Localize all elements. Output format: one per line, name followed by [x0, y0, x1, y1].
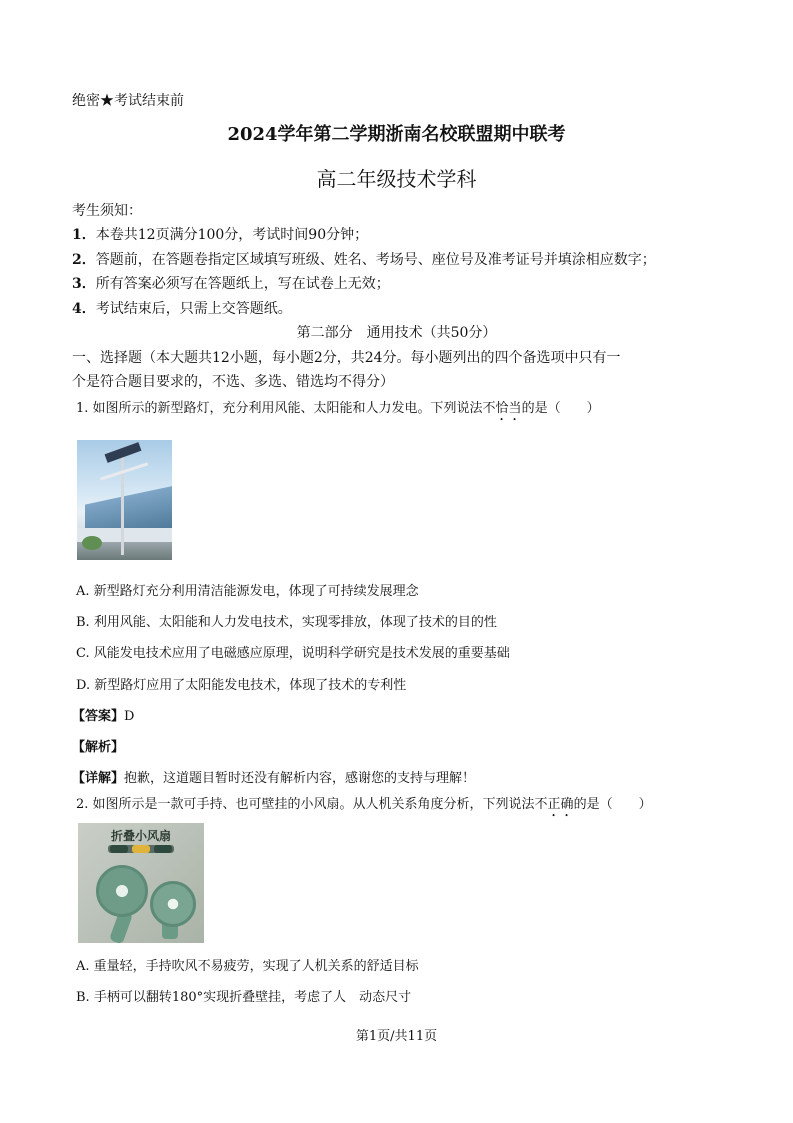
- option-c: C. 风能发电技术应用了电磁感应原理，说明科学研究是技术发展的重要基础: [76, 646, 510, 661]
- detail-line: [72, 767, 475, 786]
- notice-text: 本卷共12页满分100分，考试时间90分钟；: [95, 227, 369, 243]
- question-1-stem: [76, 397, 600, 424]
- analysis-tag: 【解析】: [72, 740, 125, 755]
- folding-fan-image: [78, 823, 204, 943]
- notice-text: 考试结束后，只需上交答题纸。: [95, 301, 292, 317]
- option-d: D. 新型路灯应用了太阳能发电技术，体现了技术的专利性: [76, 678, 407, 693]
- analysis-line: [72, 736, 124, 755]
- option-b: B. 手柄可以翻转180°实现折叠壁挂，考虑了人 动态尺寸: [76, 990, 412, 1005]
- street-lamp-image: [77, 440, 172, 560]
- emphasis-text: 正确: [547, 797, 574, 812]
- notice-item: [72, 298, 292, 318]
- stem-text: 2. 如图所示是一款可手持、也可壁挂的小风扇。从人机关系角度分析，下列说法不: [76, 797, 548, 812]
- notice-heading: 考生须知：: [72, 203, 142, 219]
- stem-text: 1. 如图所示的新型路灯，充分利用风能、太阳能和人力发电。下列说法不: [76, 401, 496, 416]
- tree: [82, 536, 102, 550]
- emphasis-text: 恰当: [495, 401, 522, 416]
- section-instructions-line1: 一、选择题（本大题共12小题，每小题2分，共24分。每小题列出的四个备选项中只有一: [72, 350, 621, 366]
- chip: [110, 845, 128, 853]
- fan-head-icon: [150, 881, 196, 927]
- option-a: A. 新型路灯充分利用清洁能源发电，体现了可持续发展理念: [76, 584, 419, 599]
- confidential-mark: 绝密★考试结束前: [72, 93, 184, 109]
- detail-tag: 【详解】: [72, 771, 125, 786]
- notice-item: [72, 224, 368, 244]
- chip: [154, 845, 172, 853]
- detail-text: 抱歉，这道题目暂时还没有解析内容，感谢您的支持与理解！: [124, 771, 476, 786]
- question-2-stem: [76, 793, 652, 820]
- notice-number: 4．: [72, 301, 96, 317]
- notice-number: 3．: [72, 276, 96, 292]
- notice-item: [72, 273, 390, 293]
- exam-subtitle: 高二年级技术学科: [316, 167, 477, 191]
- fan-head-icon: [96, 865, 148, 917]
- exam-title: 2024学年第二学期浙南名校联盟期中联考: [227, 124, 566, 145]
- notice-text: 所有答案必须写在答题纸上，写在试卷上无效；: [95, 276, 390, 292]
- stem-text: 的是（ ）: [521, 401, 600, 416]
- notice-number: 2．: [72, 252, 96, 268]
- option-b: B. 利用风能、太阳能和人力发电技术，实现零排放，体现了技术的目的性: [76, 615, 497, 630]
- answer-value: D: [124, 709, 135, 724]
- answer-tag: 【答案】: [72, 709, 125, 724]
- lamp-arm: [100, 462, 148, 480]
- notice-item: [72, 249, 656, 269]
- notice-text: 答题前，在答题卷指定区域填写班级、姓名、考场号、座位号及准考证号并填涂相应数字；: [95, 252, 656, 268]
- notice-number: 1．: [72, 227, 96, 243]
- page-footer: 第1页/共11页: [355, 1029, 438, 1044]
- option-a: A. 重量轻，手持吹风不易疲劳，实现了人机关系的舒适目标: [76, 959, 419, 974]
- feature-chips: [108, 845, 174, 853]
- fan-image-title: 折叠小风扇: [110, 829, 171, 843]
- chip: [132, 845, 150, 853]
- answer-line: [72, 705, 134, 724]
- lamp-pole: [121, 450, 124, 555]
- section-instructions-line2: 个是符合题目要求的，不选、多选、错选均不得分）: [72, 374, 394, 390]
- part-title: 第二部分 通用技术（共50分）: [296, 325, 497, 341]
- stem-text: 的是（ ）: [573, 797, 652, 812]
